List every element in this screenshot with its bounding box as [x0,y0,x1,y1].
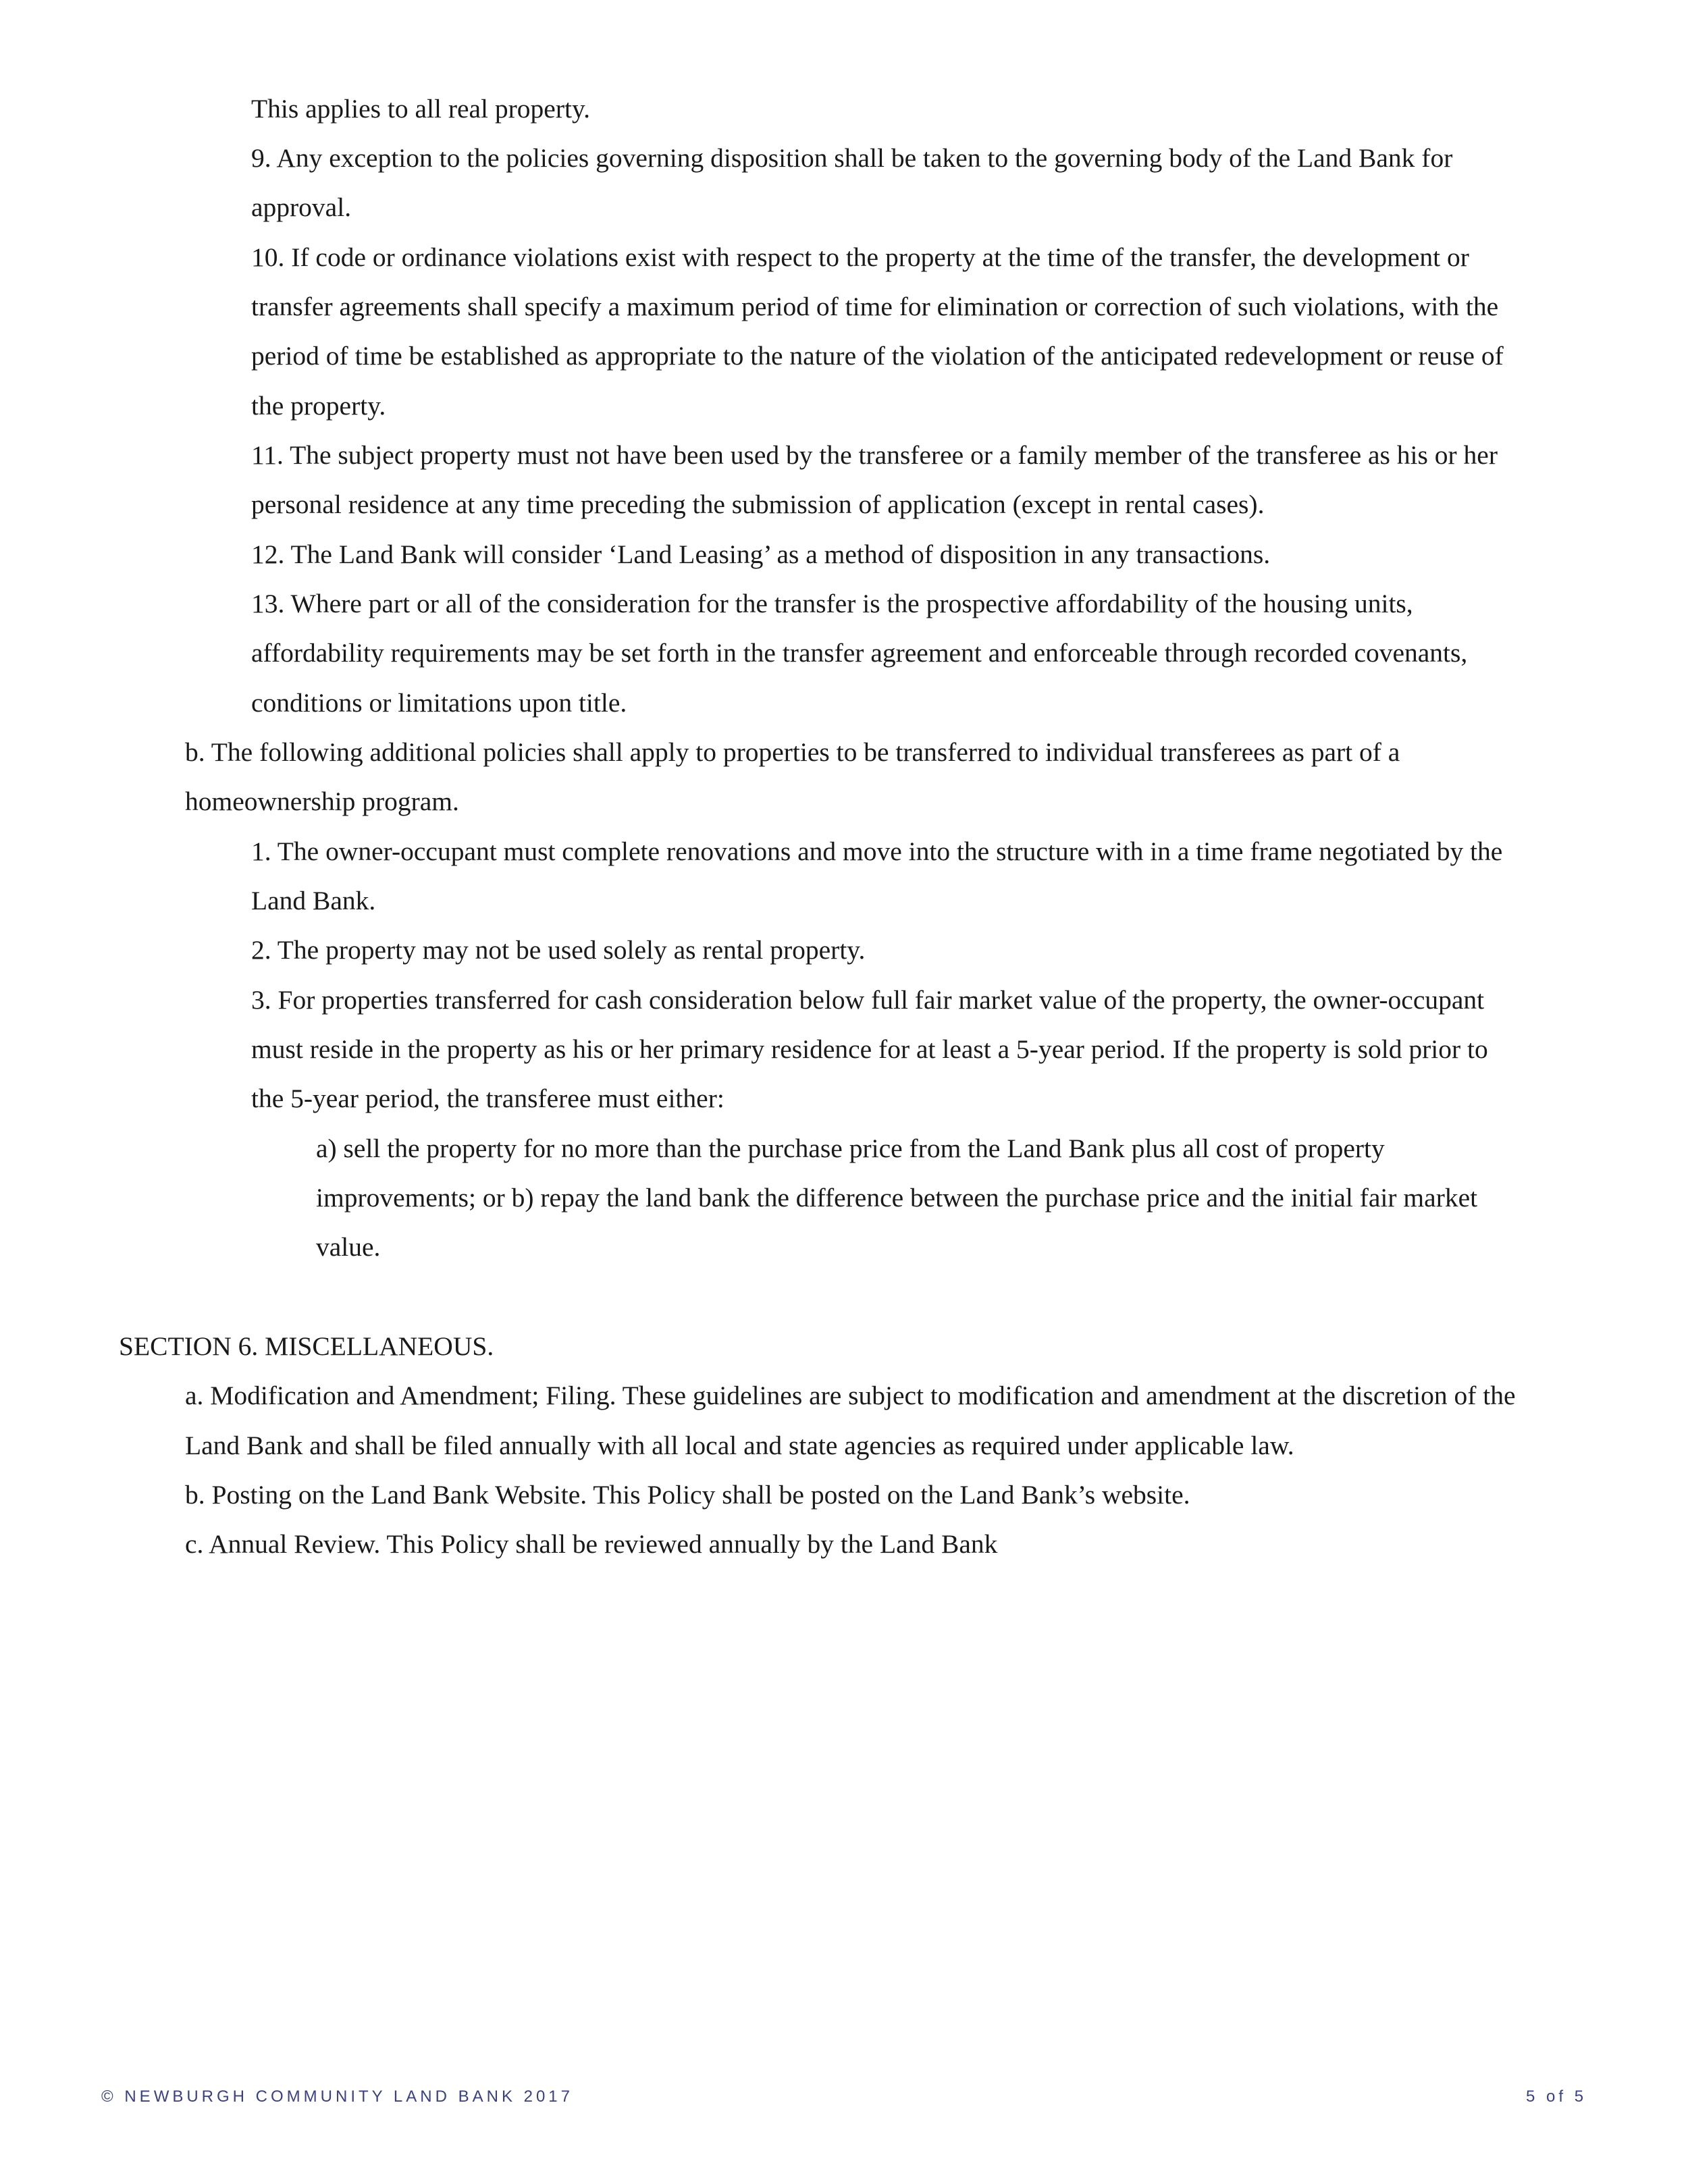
text-line: a) sell the property for no more than the purchase price from the Land Bank plus all cost of property [316,1134,1385,1163]
text-line: 12. The Land Bank will consider ‘Land Leasing’ as a method of disposition in any transactions. [251,539,1271,569]
text-line: 9. Any exception to the policies governing disposition shall be taken to the governing body of the Land Bank for [251,143,1453,173]
text-line: homeownership program. [185,787,459,816]
text-line: affordability requirements may be set forth in the transfer agreement and enforceable through recorded covenants, [251,638,1468,668]
text-line: the 5-year period, the transferee must either: [251,1084,724,1113]
text-line: c. Annual Review. This Policy shall be reviewed annually by the Land Bank [185,1529,998,1559]
text-line: a. Modification and Amendment; Filing. These guidelines are subject to modification and amendment at the discretion of the [185,1381,1516,1410]
text-line: the property. [251,391,386,421]
text-line: improvements; or b) repay the land bank the difference between the purchase price and the initial fair market [316,1183,1478,1213]
text-line: conditions or limitations upon title. [251,688,627,718]
text-line: period of time be established as appropriate to the nature of the violation of the anticipated redevelopment or reuse of [251,341,1504,371]
text-line: Land Bank and shall be filed annually with all local and state agencies as required under applicable law. [185,1431,1294,1460]
text-line: b. Posting on the Land Bank Website. This Policy shall be posted on the Land Bank’s website. [185,1480,1190,1510]
text-line: personal residence at any time preceding the submission of application (except in rental cases). [251,489,1265,519]
text-line: 10. If code or ordinance violations exist with respect to the property at the time of the transfer, the development or [251,242,1469,272]
text-line: This applies to all real property. [251,94,591,124]
text-line: value. [316,1232,381,1262]
text-line: Land Bank. [251,886,376,915]
text-line: 2. The property may not be used solely as rental property. [251,935,866,965]
text-line: 1. The owner-occupant must complete renovations and move into the structure with in a time frame negotiated by the [251,836,1503,866]
footer-page-number: 5 of 5 [1526,2087,1587,2106]
text-line: 11. The subject property must not have been used by the transferee or a family member of the transferee as his or her [251,440,1498,470]
footer-copyright: © NEWBURGH COMMUNITY LAND BANK 2017 [101,2087,574,2106]
text-line: 13. Where part or all of the consideration for the transfer is the prospective affordability of the housing units, [251,589,1413,618]
text-line: approval. [251,192,352,222]
text-line: 3. For properties transferred for cash consideration below full fair market value of the property, the owner-occupant [251,985,1485,1015]
section-heading: SECTION 6. MISCELLANEOUS. [119,1331,494,1361]
text-line: transfer agreements shall specify a maximum period of time for elimination or correction of such violations, with the [251,292,1499,321]
text-line: b. The following additional policies shall apply to properties to be transferred to individual transferees as part of a [185,737,1400,767]
text-line: must reside in the property as his or her primary residence for at least a 5-year period. If the property is sold prior to [251,1034,1488,1064]
